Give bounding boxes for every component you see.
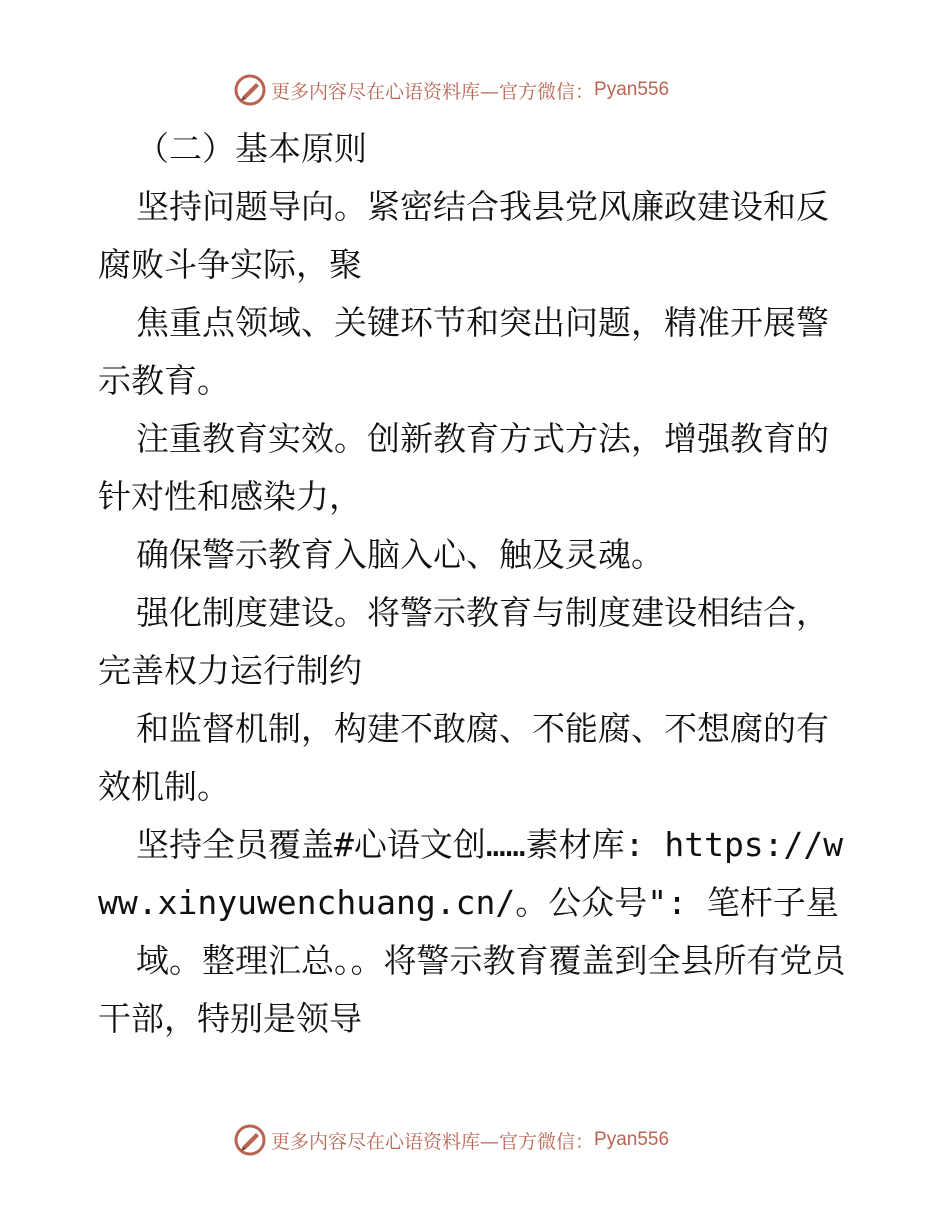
pen-logo-icon [234,74,266,106]
paragraph: 坚持全员覆盖#心语文创……素材库: https://www.xinyuwenchuang.cn/。公众号": 笔杆子星 [98,825,844,922]
watermark-text: 更多内容尽在心语资料库— [271,1130,500,1153]
watermark-text: 更多内容尽在心语资料库— [271,80,500,103]
watermark-contact-label: 官方微信： [499,1130,595,1153]
paragraph: 域。整理汇总。。将警示教育覆盖到全县所有党员干部，特别是领导 [98,941,846,1038]
paragraph: 确保警示教育入脑入心、触及灵魂。 [136,535,664,574]
watermark-footer [234,1123,669,1157]
pen-logo-icon [234,1124,266,1156]
section-heading: （二）基本原则 [136,129,367,168]
paragraph: 和监督机制，构建不敢腐、不能腐、不想腐的有效机制。 [98,709,829,806]
document-body [98,120,858,1048]
watermark-wechat-id: Pyan556 [594,79,670,100]
watermark-wechat-id: Pyan556 [594,1129,670,1150]
paragraph: 坚持问题导向。紧密结合我县党风廉政建设和反腐败斗争实际，聚 [98,187,829,284]
watermark-header [234,73,669,107]
paragraph: 强化制度建设。将警示教育与制度建设相结合，完善权力运行制约 [98,593,829,690]
paragraph: 焦重点领域、关键环节和突出问题，精准开展警示教育。 [98,303,829,400]
paragraph: 注重教育实效。创新教育方式方法，增强教育的针对性和感染力， [98,419,829,516]
watermark-contact-label: 官方微信： [499,80,595,103]
